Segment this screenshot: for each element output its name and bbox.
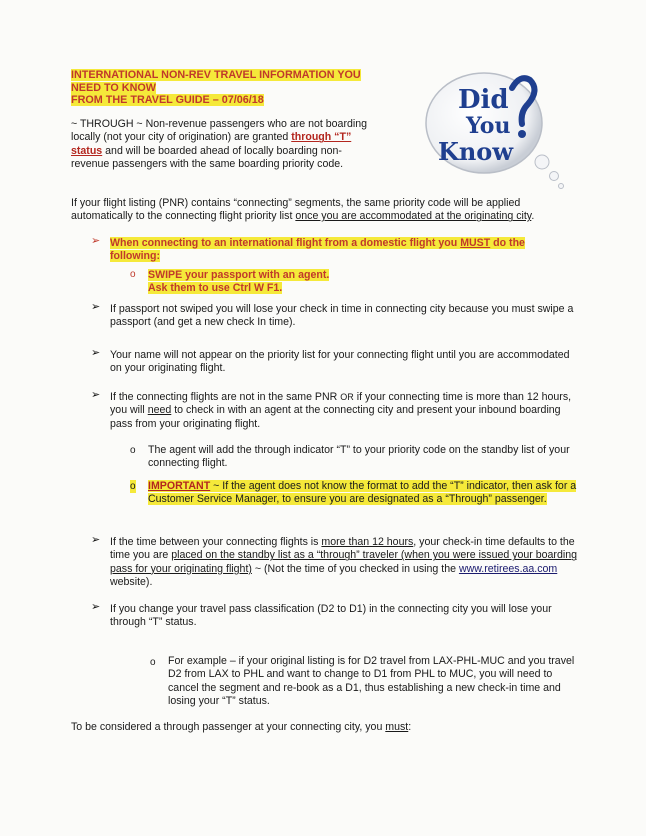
title-line-1: INTERNATIONAL NON-REV TRAVEL INFORMATION YOU: [71, 69, 361, 81]
arrow-bullet-icon: ➢: [91, 601, 101, 613]
logo-word-you: You: [466, 113, 511, 139]
logo-word-know: Know: [438, 137, 513, 166]
intro-text-2: and will be boarded ahead of locally boarding non-revenue passengers with the same boarding priority code.: [71, 144, 344, 171]
did-you-know-logo: [424, 68, 574, 193]
must-emphasis: MUST: [460, 237, 491, 249]
sub-bullet-important: IMPORTANT ~ If the agent does not know the format to add the “T” indicator, then ask for a Customer Service Manager, to ensure you are designated as a “Through” passenger.: [148, 480, 577, 506]
bullet-change-classification: If you change your travel pass classification (D2 to D1) in the connecting city you will lose your through “T” status.: [110, 603, 552, 629]
bullet-check-in-time: If the time between your connecting flights is more than 12 hours, your check-in time defaults to the time you are placed on the standby list as a “through” traveler (when you were issued your boarding pass for your originating flight) ~ (Not the time of you checked in using the www.retirees.aa.com website).: [110, 536, 577, 589]
through-intro-paragraph: [71, 118, 371, 172]
sub-bullet-agent-adds-t: The agent will add the through indicator “T” to your priority code on the standby list of your connecting flight.: [148, 444, 570, 470]
bullet-passport-not-swiped: If passport not swiped you will lose your check in time in connecting city because you must swipe a passport (and get a new check In time).: [110, 303, 574, 329]
bullet-priority-list: Your name will not appear on the priority list for your connecting flight until you are accommodated on your originating flight.: [110, 349, 570, 375]
circle-bullet-icon: o: [130, 481, 136, 492]
title-line-2: NEED TO KNOW: [71, 81, 156, 94]
document-title: [71, 69, 401, 107]
title-line-3: FROM THE TRAVEL GUIDE – 07/06/18: [71, 94, 264, 107]
circle-bullet-icon: o: [150, 657, 156, 668]
listing-text: If your flight listing (PNR) contains “connecting” segments, the same priority code will be applied automatically to the connecting flight priority list: [71, 197, 521, 223]
did-you-know-graphic: [424, 68, 574, 193]
through-t-status-text: through “T” status: [71, 131, 352, 157]
important-label: IMPORTANT: [148, 480, 211, 492]
closing-line: To be considered a through passenger at your connecting city, you must:: [71, 721, 412, 733]
arrow-bullet-icon: ➢: [91, 235, 101, 247]
connecting-listing-paragraph: If your flight listing (PNR) contains “connecting” segments, the same priority code will be applied automatically to the connecting flight priority list once you are accommodated at the originating city.: [71, 197, 535, 223]
bullet-separate-pnr: If the connecting flights are not in the same PNR OR if your connecting time is more than 12 hours, you will need to check in with an agent at the connecting city and present your inbound boarding pass from your originating flight.: [110, 391, 572, 430]
circle-bullet-icon: o: [130, 269, 136, 280]
logo-word-did: Did: [458, 85, 509, 115]
arrow-bullet-icon: ➢: [91, 301, 101, 313]
sub-bullet-example: For example – if your original listing is for D2 travel from LAX-PHL-MUC and you travel D2 from LAX to PHL and want to change to D1 from PHL to MUC, you will need to cancel the segment and re-book as a D1, thus establishing a new check-in time and losing your “T” status.: [168, 655, 575, 708]
sub-bullet-swipe-passport: SWIPE your passport with an agent. Ask them to use Ctrl W F1.: [148, 269, 330, 295]
arrow-bullet-icon: ➢: [91, 347, 101, 359]
arrow-bullet-icon: ➢: [91, 389, 101, 401]
bullet-international-connection: When connecting to an international flight from a domestic flight you MUST do the following:: [110, 237, 525, 263]
listing-underline: once you are accommodated at the originating city: [295, 210, 532, 223]
intro-text-1: ~ THROUGH ~ Non-revenue passengers who are not boarding locally (not your city of origination) are granted: [71, 118, 367, 144]
arrow-bullet-icon: ➢: [91, 534, 101, 546]
circle-bullet-icon: o: [130, 445, 136, 456]
retirees-website-link[interactable]: www.retirees.aa.com: [458, 562, 558, 575]
